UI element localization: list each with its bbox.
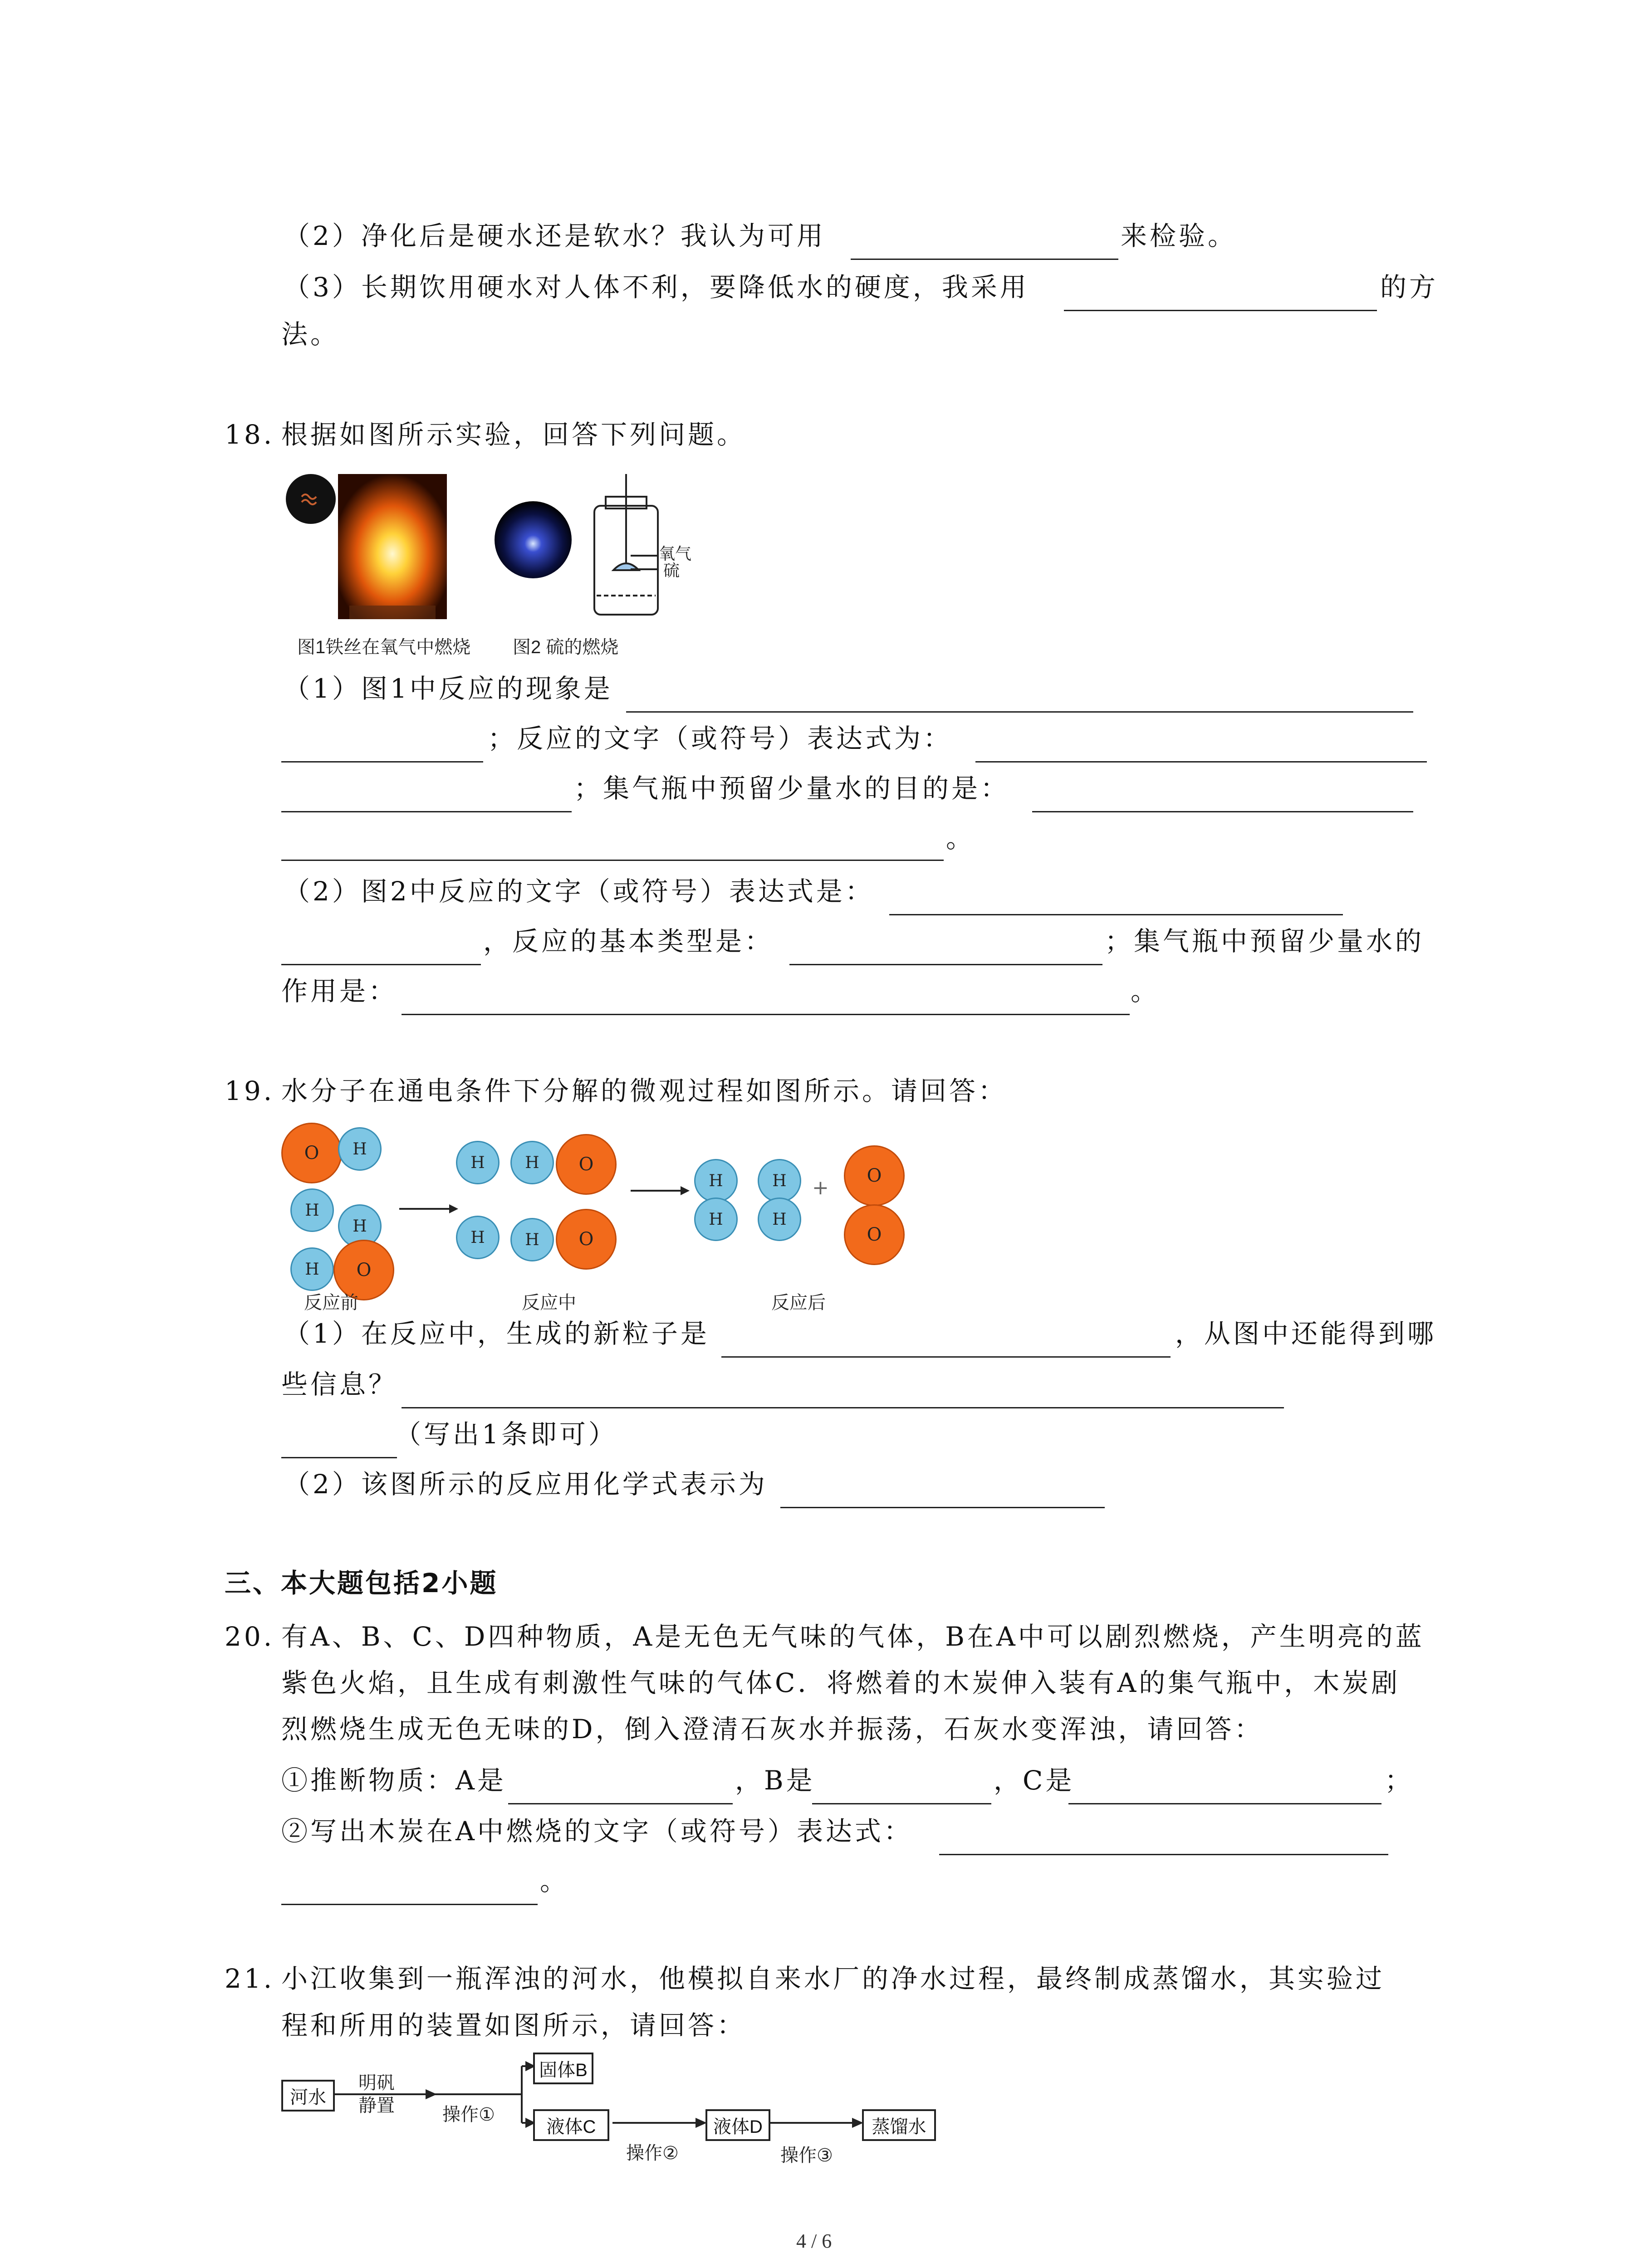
q18-part2-type-text: ，反应的基本类型是：	[483, 926, 774, 957]
hydrogen-atom: H	[338, 1204, 382, 1248]
q17-part3-answer-blank[interactable]	[1064, 310, 1377, 311]
q18-part1-phenomenon-blank[interactable]	[626, 711, 1413, 713]
q20-part2-expression-blank[interactable]	[939, 1854, 1388, 1855]
q18-figure	[281, 474, 744, 646]
q20-answer-C-blank[interactable]	[1068, 1803, 1381, 1804]
label-oxygen: 氧气	[659, 544, 692, 563]
q21-line2: 程和所用的装置如图所示，请回答：	[281, 2010, 746, 2041]
oxygen-atom: O	[844, 1204, 905, 1265]
q18-part2-expression-blank[interactable]	[889, 914, 1343, 915]
hydrogen-atom: H	[510, 1141, 554, 1184]
q19-stem: 水分子在通电条件下分解的微观过程如图所示。请回答：	[281, 1075, 1008, 1106]
q20-part2-text: ②写出木炭在A中燃烧的文字（或符号）表达式：	[281, 1816, 913, 1847]
q19-part1-info-blank[interactable]	[402, 1407, 1284, 1408]
q18-stem: 根据如图所示实验，回答下列问题。	[281, 419, 746, 450]
flow-node-liquid-D: 液体D	[705, 2109, 770, 2141]
arrow-icon	[399, 1202, 458, 1216]
hydrogen-atom: H	[694, 1159, 738, 1202]
q19-part1-new-particle-blank[interactable]	[721, 1356, 1171, 1358]
fig2-sulfur-burning-photo	[495, 501, 572, 578]
flow-label-settle: 静置	[358, 2096, 395, 2116]
q19-molecule-diagram	[281, 1123, 926, 1318]
q20-answer-A-blank[interactable]	[508, 1803, 733, 1804]
q20-number: 20.	[225, 1621, 275, 1652]
q20-line2: 紫色火焰，且生成有刺激性气味的气体C．将燃着的木炭伸入装有A的集气瓶中，木炭剧	[281, 1667, 1401, 1698]
q18-part2-expression-blank-cont[interactable]	[281, 964, 481, 965]
q18-part2-role-blank[interactable]	[402, 1014, 1130, 1015]
hydrogen-atom: H	[456, 1141, 500, 1184]
q20-part1-a-text: ①推断物质：A是	[281, 1765, 506, 1796]
q18-fig2-caption: 图2 硫的燃烧	[513, 637, 619, 657]
q18-part1-water-purpose-blank[interactable]	[1032, 811, 1413, 812]
q18-part2-type-blank[interactable]	[789, 964, 1102, 965]
q20-part1-c-text: ，C是	[994, 1765, 1075, 1796]
oxygen-atom: O	[556, 1134, 617, 1195]
q20-answer-B-blank[interactable]	[812, 1803, 991, 1804]
q19-part2-formula-blank[interactable]	[780, 1507, 1105, 1508]
hydrogen-atom: H	[758, 1159, 801, 1202]
q18-part1-text: （1）图1中反应的现象是	[284, 673, 613, 704]
q18-part1-water-purpose-text: ；集气瓶中预留少量水的目的是：	[574, 773, 1010, 804]
oxygen-atom: O	[844, 1145, 905, 1206]
q21-line1: 小江收集到一瓶浑浊的河水，他模拟自来水厂的净水过程，最终制成蒸馏水，其实验过	[281, 1963, 1385, 1994]
q19-part1-info-blank-cont[interactable]	[281, 1457, 397, 1458]
hydrogen-atom: H	[290, 1188, 334, 1232]
section-3-heading: 三、本大题包括2小题	[225, 1568, 498, 1598]
q20-part1-end: ；	[1385, 1765, 1414, 1796]
label-sulfur: 硫	[663, 561, 680, 580]
q18-part1-phenomenon-blank-cont[interactable]	[281, 761, 483, 763]
q18-part1-expression-blank-cont[interactable]	[281, 811, 572, 812]
q17-part2-text-end: 来检验。	[1121, 220, 1237, 251]
q18-fig1-caption: 图1铁丝在氧气中燃烧	[297, 637, 471, 657]
flow-node-liquid-C: 液体C	[533, 2109, 609, 2141]
q21-flowchart	[281, 2053, 935, 2166]
flow-node-river-water: 河水	[281, 2080, 335, 2112]
q20-line3: 烈燃烧生成无色无味的D，倒入澄清石灰水并振荡，石灰水变浑浊，请回答：	[281, 1714, 1264, 1745]
q20-part1-b-text: ，B是	[735, 1765, 815, 1796]
q19-number: 19.	[225, 1075, 275, 1106]
hydrogen-atom: H	[694, 1198, 738, 1241]
q19-part1-text: （1）在反应中，生成的新粒子是	[284, 1318, 710, 1349]
hydrogen-atom: H	[510, 1218, 554, 1261]
plus-sign: +	[812, 1176, 829, 1199]
q21-number: 21.	[225, 1963, 275, 1994]
q17-part3-text-wrap: 法。	[281, 319, 340, 350]
flow-label-alum: 明矾	[358, 2073, 395, 2093]
flow-node-distilled-water: 蒸馏水	[862, 2109, 936, 2141]
hydrogen-atom: H	[290, 1247, 334, 1291]
flow-label-op3: 操作③	[780, 2146, 833, 2165]
q20-part2-expression-blank-cont[interactable]	[281, 1904, 538, 1905]
q17-part2-text: （2）净化后是硬水还是软水？我认为可用	[284, 220, 826, 251]
q18-part2-text: （2）图2中反应的文字（或符号）表达式是：	[284, 876, 874, 907]
arrow-icon	[631, 1184, 690, 1198]
page-number: 4 / 6	[796, 2230, 832, 2252]
hydrogen-atom: H	[456, 1216, 500, 1259]
oxygen-atom: O	[333, 1240, 394, 1300]
q19-part2-text: （2）该图所示的反应用化学式表示为	[284, 1469, 768, 1500]
q19-part1-question: 些信息？	[281, 1369, 398, 1400]
oxygen-atom: O	[556, 1209, 617, 1270]
flow-label-op2: 操作②	[626, 2143, 679, 2163]
q17-part3-text: （3）长期饮用硬水对人体不利，要降低水的硬度，我采用	[284, 272, 1029, 303]
q18-part2-water-text: ；集气瓶中预留少量水的	[1105, 926, 1425, 957]
q18-part1-water-purpose-blank-cont[interactable]	[281, 860, 944, 861]
q19-part1-text-cont: ，从图中还能得到哪	[1175, 1318, 1437, 1349]
q18-part1-end: 。	[946, 823, 975, 854]
hydrogen-atom: H	[758, 1198, 801, 1241]
q17-part2-answer-blank[interactable]	[851, 259, 1118, 260]
fig1-iron-burning-photo	[338, 474, 447, 619]
flow-label-op1: 操作①	[442, 2105, 495, 2125]
caption-before-reaction: 反应前	[304, 1293, 358, 1313]
q18-part1-expression-blank[interactable]	[975, 761, 1427, 763]
q17-part3-text-end: 的方	[1380, 272, 1439, 303]
q18-part2-end: 。	[1131, 976, 1160, 1007]
q19-part1-hint: （写出1条即可）	[395, 1419, 617, 1450]
caption-during-reaction: 反应中	[522, 1293, 576, 1313]
q20-part2-end: 。	[540, 1866, 569, 1897]
q18-number: 18.	[225, 419, 275, 450]
q20-line1: 有A、B、C、D四种物质，A是无色无气味的气体，B在A中可以剧烈燃烧，产生明亮的蓝	[281, 1621, 1425, 1652]
flow-node-solid-B: 固体B	[533, 2053, 593, 2084]
q18-part1-expression-text: ；反应的文字（或符号）表达式为：	[488, 723, 953, 754]
q18-part2-role-text: 作用是：	[281, 976, 398, 1007]
oxygen-atom: O	[281, 1123, 342, 1183]
hydrogen-atom: H	[338, 1127, 382, 1171]
fig2-gas-jar-diagram	[594, 474, 658, 615]
caption-after-reaction: 反应后	[771, 1293, 826, 1313]
